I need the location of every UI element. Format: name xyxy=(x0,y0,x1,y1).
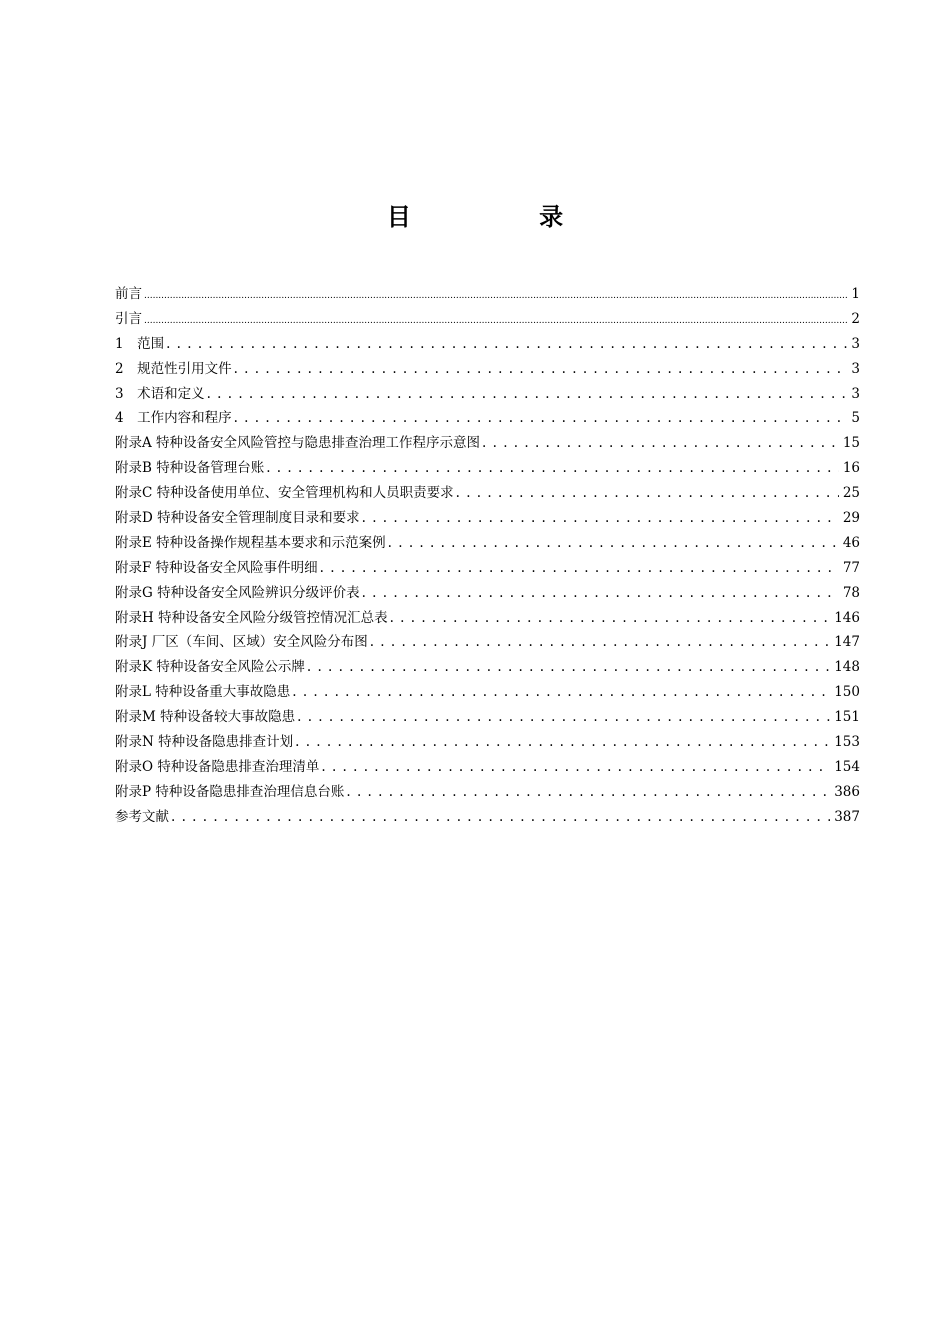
toc-dot-leader xyxy=(388,531,839,556)
toc-dot-leader xyxy=(307,655,830,680)
toc-dot-leader xyxy=(166,332,847,357)
toc-entry-label: 附录A 特种设备安全风险管控与隐患排查治理工作程序示意图 xyxy=(115,435,481,452)
toc-entry-label: 附录C 特种设备使用单位、安全管理机构和人员职责要求 xyxy=(115,485,454,502)
toc-dot-leader xyxy=(390,606,831,631)
toc-entry-label: 附录H 特种设备安全风险分级管控情况汇总表 xyxy=(115,609,388,626)
toc-entry-page-number: 151 xyxy=(834,709,860,726)
toc-entry-page-number: 46 xyxy=(842,534,860,551)
toc-entry-label: 4 工作内容和程序 xyxy=(115,410,232,427)
toc-entry-label: 附录M 特种设备较大事故隐患 xyxy=(115,709,296,726)
toc-entry[interactable] xyxy=(115,481,860,506)
toc-entry-label: 附录P 特种设备隐患排查治理信息台账 xyxy=(115,783,345,800)
page-title: 目 录 xyxy=(386,203,624,231)
toc-entry-page-number: 1 xyxy=(851,286,860,302)
toc-entry-label: 附录O 特种设备隐患排查治理清单 xyxy=(115,758,320,775)
toc-dot-leader xyxy=(234,357,848,382)
toc-entry[interactable] xyxy=(115,680,860,705)
toc-dot-leader xyxy=(456,481,839,506)
toc-entry[interactable] xyxy=(115,805,860,830)
toc-entry-label: 附录E 特种设备操作规程基本要求和示范案例 xyxy=(115,534,386,551)
toc-entry[interactable] xyxy=(115,406,860,431)
toc-dot-leader xyxy=(144,282,847,307)
toc-entry[interactable] xyxy=(115,357,860,382)
toc-entry-label: 引言 xyxy=(115,310,142,327)
toc-entry[interactable] xyxy=(115,506,860,531)
toc-entry-page-number: 147 xyxy=(834,634,860,651)
toc-entry-page-number: 15 xyxy=(842,435,860,452)
toc-entry-page-number: 387 xyxy=(834,808,860,825)
toc-entry-page-number: 16 xyxy=(842,460,860,477)
toc-entry-page-number: 5 xyxy=(851,410,860,427)
toc-entry-page-number: 2 xyxy=(851,310,860,327)
toc-entry[interactable] xyxy=(115,282,860,307)
toc-entry-label: 附录G 特种设备安全风险辨识分级评价表 xyxy=(115,584,360,601)
toc-entry-label: 附录K 特种设备安全风险公示牌 xyxy=(115,659,305,676)
toc-entry-label: 前言 xyxy=(115,286,142,302)
toc-entry-label: 附录D 特种设备安全管理制度目录和要求 xyxy=(115,510,360,527)
toc-entry-page-number: 386 xyxy=(834,783,860,800)
toc-entry[interactable] xyxy=(115,755,860,780)
toc-entry-label: 3 术语和定义 xyxy=(115,385,205,402)
toc-entry[interactable] xyxy=(115,705,860,730)
toc-entry[interactable] xyxy=(115,606,860,631)
toc-entry-page-number: 3 xyxy=(851,360,860,377)
toc-dot-leader xyxy=(370,630,831,655)
toc-entry-label: 附录L 特种设备重大事故隐患 xyxy=(115,684,291,701)
toc-entry-label: 附录F 特种设备安全风险事件明细 xyxy=(115,559,318,576)
toc-entry[interactable] xyxy=(115,556,860,581)
toc-entry-page-number: 29 xyxy=(842,510,860,527)
toc-entry[interactable] xyxy=(115,431,860,456)
toc-entry-page-number: 78 xyxy=(842,584,860,601)
toc-dot-leader xyxy=(295,730,830,755)
toc-dot-leader xyxy=(234,406,848,431)
toc-entry-page-number: 3 xyxy=(851,335,860,352)
toc-entry-page-number: 153 xyxy=(834,734,860,751)
toc-dot-leader xyxy=(482,431,839,456)
table-of-contents xyxy=(115,282,860,830)
toc-entry-page-number: 146 xyxy=(834,609,860,626)
toc-dot-leader xyxy=(266,456,839,481)
toc-dot-leader xyxy=(346,780,830,805)
toc-dot-leader xyxy=(297,705,830,730)
toc-entry[interactable] xyxy=(115,382,860,407)
toc-entry-page-number: 3 xyxy=(851,385,860,402)
toc-entry-label: 1 范围 xyxy=(115,335,165,352)
toc-entry-label: 附录N 特种设备隐患排查计划 xyxy=(115,734,294,751)
toc-entry-label: 附录J 厂区（车间、区域）安全风险分布图 xyxy=(115,634,368,651)
toc-dot-leader xyxy=(144,307,847,332)
toc-dot-leader xyxy=(362,581,839,606)
toc-entry-page-number: 77 xyxy=(842,559,860,576)
toc-entry-page-number: 154 xyxy=(834,758,860,775)
toc-entry[interactable] xyxy=(115,581,860,606)
toc-entry-label: 2 规范性引用文件 xyxy=(115,360,232,377)
toc-entry[interactable] xyxy=(115,332,860,357)
toc-dot-leader xyxy=(362,506,839,531)
toc-dot-leader xyxy=(207,382,848,407)
toc-entry[interactable] xyxy=(115,655,860,680)
toc-dot-leader xyxy=(321,755,830,780)
toc-entry[interactable] xyxy=(115,780,860,805)
toc-dot-leader xyxy=(320,556,839,581)
toc-entry-page-number: 148 xyxy=(834,659,860,676)
toc-entry-page-number: 150 xyxy=(834,684,860,701)
toc-entry[interactable] xyxy=(115,456,860,481)
toc-entry[interactable] xyxy=(115,307,860,332)
toc-entry-label: 参考文献 xyxy=(115,808,169,825)
toc-entry[interactable] xyxy=(115,730,860,755)
toc-entry[interactable] xyxy=(115,630,860,655)
toc-entry[interactable] xyxy=(115,531,860,556)
toc-dot-leader xyxy=(292,680,830,705)
toc-entry-label: 附录B 特种设备管理台账 xyxy=(115,460,265,477)
toc-dot-leader xyxy=(171,805,830,830)
toc-entry-page-number: 25 xyxy=(842,485,860,502)
